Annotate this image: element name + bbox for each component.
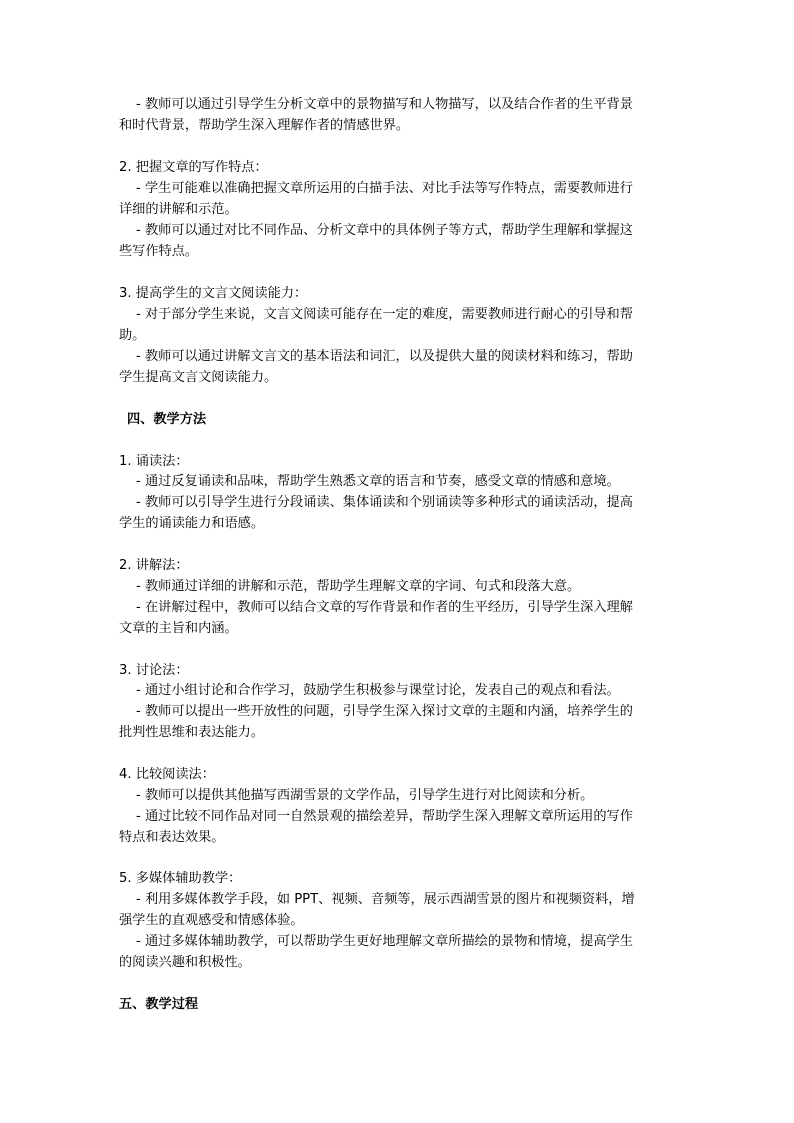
text-line: - 教师可以通过对比不同作品、分析文章中的具体例子等方式，帮助学生理解和掌握这 (136, 223, 633, 238)
text-line: - 教师可以提供其他描写西湖雪景的文学作品，引导学生进行对比阅读和分析。 (136, 788, 594, 803)
text-line: - 通过小组讨论和合作学习，鼓励学生积极参与课堂讨论，发表自己的观点和看法。 (136, 683, 620, 698)
section-heading: 四、教学方法 (127, 412, 207, 427)
numbered-heading: 3. 讨论法： (119, 663, 189, 678)
text-line: 文章的主旨和内涵。 (119, 621, 238, 636)
text-line: - 对于部分学生来说，文言文阅读可能存在一定的难度，需要教师进行耐心的引导和帮 (136, 307, 633, 322)
text-line: - 学生可能难以准确把握文章所运用的白描手法、对比手法等写作特点，需要教师进行 (136, 181, 633, 196)
numbered-heading: 3. 提高学生的文言文阅读能力： (119, 286, 308, 301)
numbered-heading: 2. 讲解法： (119, 558, 189, 573)
text-line: - 利用多媒体教学手段，如 PPT、视频、音频等，展示西湖雪景的图片和视频资料，增 (136, 892, 635, 907)
text-line: 的阅读兴趣和积极性。 (119, 955, 251, 970)
text-line: - 教师通过详细的讲解和示范，帮助学生理解文章的字词、句式和段落大意。 (136, 579, 581, 594)
text-line: - 教师可以通过引导学生分析文章中的景物描写和人物描写，以及结合作者的生平背景 (136, 97, 633, 112)
text-line: - 教师可以引导学生进行分段诵读、集体诵读和个别诵读等多种形式的诵读活动，提高 (136, 495, 633, 510)
text-line: - 通过比较不同作品对同一自然景观的描绘差异，帮助学生深入理解文章所运用的写作 (136, 809, 633, 824)
numbered-heading: 2. 把握文章的写作特点： (119, 160, 268, 175)
numbered-heading: 5. 多媒体辅助教学： (119, 871, 242, 886)
text-line: 批判性思维和表达能力。 (119, 725, 265, 740)
text-line: 特点和表达效果。 (119, 830, 225, 845)
numbered-heading: 1. 诵读法： (119, 454, 189, 469)
text-line: - 教师可以通过讲解文言文的基本语法和词汇，以及提供大量的阅读材料和练习，帮助 (136, 349, 633, 364)
text-line: - 通过反复诵读和品味，帮助学生熟悉文章的语言和节奏，感受文章的情感和意境。 (136, 474, 620, 489)
text-line: 学生的诵读能力和语感。 (119, 516, 265, 531)
text-line: 些写作特点。 (119, 244, 199, 259)
text-line: 详细的讲解和示范。 (119, 202, 238, 217)
text-line: 助。 (119, 328, 146, 343)
numbered-heading: 4. 比较阅读法： (119, 767, 215, 782)
text-line: - 通过多媒体辅助教学，可以帮助学生更好地理解文章所描绘的景物和情境，提高学生 (136, 934, 633, 949)
text-line: 学生提高文言文阅读能力。 (119, 370, 278, 385)
text-line: - 教师可以提出一些开放性的问题，引导学生深入探讨文章的主题和内涵，培养学生的 (136, 704, 633, 719)
text-line: 强学生的直观感受和情感体验。 (119, 913, 304, 928)
text-line: 和时代背景，帮助学生深入理解作者的情感世界。 (119, 118, 410, 133)
section-heading: 五、教学过程 (119, 997, 199, 1012)
text-line: - 在讲解过程中，教师可以结合文章的写作背景和作者的生平经历，引导学生深入理解 (136, 600, 633, 615)
